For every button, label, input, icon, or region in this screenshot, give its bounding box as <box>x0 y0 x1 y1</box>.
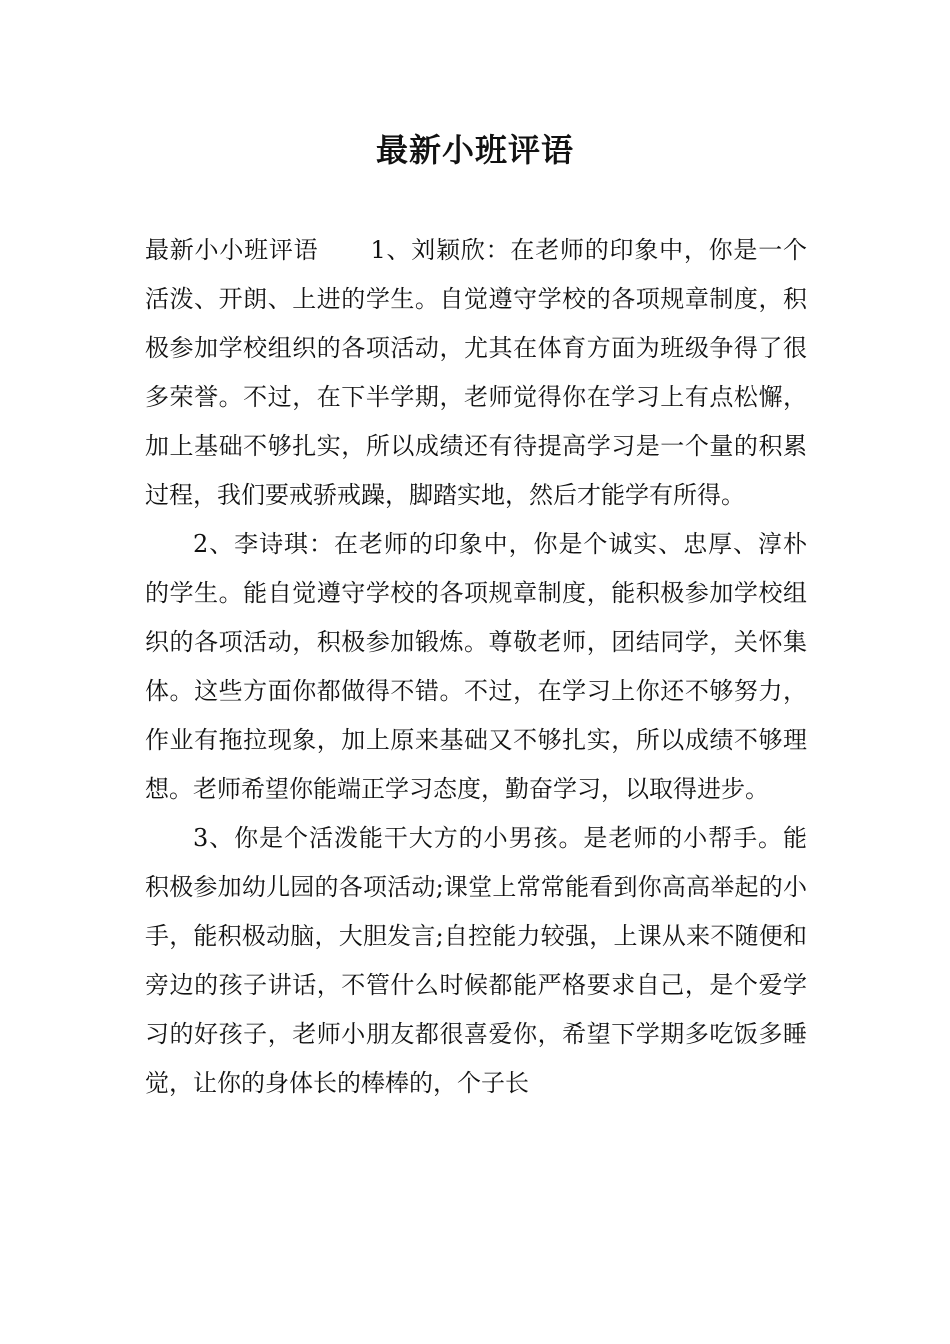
intro-label: 最新小小班评语 <box>145 236 319 264</box>
document-body <box>145 226 807 1108</box>
paragraph-3: 3、你是个活泼能干大方的小男孩。是老师的小帮手。能积极参加幼儿园的各项活动;课堂上常常能看到你高高举起的小手，能积极动脑，大胆发言;自控能力较强，上课从来不随便和旁边的孩子讲话，不管什么时候都能严格要求自己，是个爱学习的好孩子，老师小朋友都很喜爱你，希望下学期多吃饭多睡觉，让你的身体长的棒棒的，个子长 <box>145 824 807 1097</box>
paragraph-2: 2、李诗琪：在老师的印象中，你是个诚实、忠厚、淳朴的学生。能自觉遵守学校的各项规章制度，能积极参加学校组织的各项活动，积极参加锻炼。尊敬老师，团结同学，关怀集体。这些方面你都做得不错。不过，在学习上你还不够努力，作业有拖拉现象，加上原来基础又不够扎实，所以成绩不够理想。老师希望你能端正学习态度，勤奋学习，以取得进步。 <box>145 530 807 803</box>
paragraph-1 <box>145 226 807 520</box>
paragraph-1-text: 1、刘颖欣：在老师的印象中，你是一个活泼、开朗、上进的学生。自觉遵守学校的各项规章制度，积极参加学校组织的各项活动，尤其在体育方面为班级争得了很多荣誉。不过，在下半学期，老师觉得你在学习上有点松懈，加上基础不够扎实，所以成绩还有待提高学习是一个量的积累过程，我们要戒骄戒躁，脚踏实地，然后才能学有所得。 <box>145 236 807 509</box>
document-title: 最新小班评语 <box>375 131 574 169</box>
